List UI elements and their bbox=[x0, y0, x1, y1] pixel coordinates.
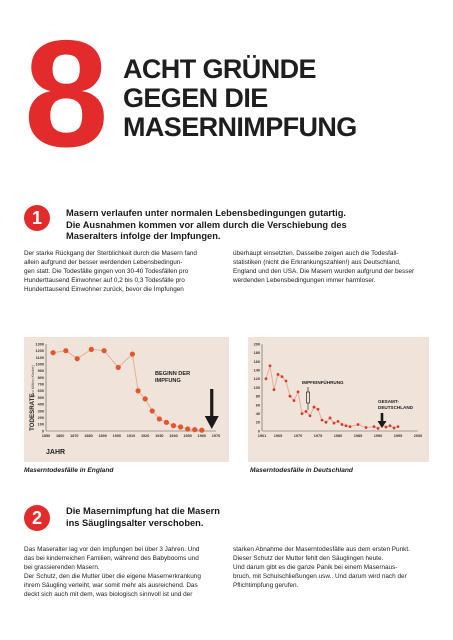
data-point bbox=[293, 399, 296, 402]
y-tick-label: 80 bbox=[255, 394, 260, 399]
body-line: gen statt. Die Todesfälle gingen von 30-40 Todesfällen pro bbox=[24, 267, 189, 275]
body-line: ihrem Säugling verleiht, war somit mehr als ausreichend. Das bbox=[24, 581, 198, 589]
y-tick-label: 1200 bbox=[35, 349, 44, 354]
data-point bbox=[329, 417, 332, 420]
annotation-label: BEGINN DER bbox=[155, 371, 191, 377]
body-line: bruch, mit Schulschließungen usw.. Und darum wird nach der bbox=[233, 572, 407, 580]
section-2-column-right bbox=[233, 546, 433, 591]
y-tick-label: 180 bbox=[253, 351, 260, 356]
x-tick-label: 1970 bbox=[293, 434, 303, 438]
data-point bbox=[116, 365, 121, 370]
data-point bbox=[345, 424, 348, 427]
data-point bbox=[289, 395, 292, 398]
syringe-icon bbox=[307, 392, 310, 403]
x-tick-label: 1910 bbox=[126, 434, 136, 438]
y-tick-label: 100 bbox=[253, 385, 260, 390]
x-tick-label: 1975 bbox=[313, 434, 323, 438]
data-point bbox=[337, 420, 340, 423]
data-point bbox=[199, 428, 204, 433]
y-tick-label: 0 bbox=[41, 429, 44, 434]
x-tick-label: 1985 bbox=[353, 434, 363, 438]
y-tick-label: 140 bbox=[253, 368, 260, 373]
section-1-column-left bbox=[24, 250, 222, 295]
data-point bbox=[277, 373, 280, 376]
section-1-heading-line: Maseralters infolge der Impfungen. bbox=[66, 231, 221, 241]
x-tick-label: 1900 bbox=[112, 434, 122, 438]
y-tick-label: 1000 bbox=[35, 362, 44, 367]
data-point bbox=[285, 380, 288, 383]
section-1-heading-line: Masern verlaufen unter normalen Lebensbedingungen gutartig. bbox=[66, 208, 346, 218]
x-tick-label: 1880 bbox=[84, 434, 93, 438]
series-line bbox=[266, 366, 398, 429]
body-line: Und darum gibt es die ganze Panik bei einem Masernaus- bbox=[233, 563, 398, 571]
y-tick-label: 500 bbox=[37, 395, 44, 400]
x-tick-label: 1850 bbox=[41, 434, 51, 438]
y-tick-label: 40 bbox=[255, 412, 260, 416]
body-line: allein aufgrund der besser werdenden Lebensbedingun- bbox=[24, 258, 183, 266]
big-number-eight: 8 bbox=[24, 9, 103, 179]
data-point bbox=[150, 408, 155, 413]
chart-caption-germany: Maserntodesfälle in Deutschland bbox=[250, 467, 353, 474]
x-tick-label: 1980 bbox=[333, 434, 343, 438]
data-point bbox=[164, 420, 169, 425]
data-point bbox=[297, 390, 300, 393]
y-tick-label: 20 bbox=[255, 420, 260, 425]
x-tick-label: 1890 bbox=[98, 434, 107, 438]
data-point bbox=[269, 364, 272, 367]
data-point bbox=[265, 377, 268, 380]
y-tick-label: 1300 bbox=[35, 342, 44, 347]
data-point bbox=[365, 426, 368, 429]
section-2-heading-line: Die Masernimpfung hat die Masern bbox=[66, 506, 220, 516]
section-1-column-right bbox=[233, 250, 433, 286]
data-point bbox=[178, 424, 183, 429]
data-point bbox=[377, 427, 380, 430]
y-tick-label: 900 bbox=[37, 369, 44, 374]
x-tick-label: 1870 bbox=[70, 434, 79, 438]
data-point bbox=[301, 412, 304, 415]
body-line: Das Maseralter lag vor den Impfungen bei über 3 Jahren. Und bbox=[24, 546, 200, 553]
x-tick-label: 1940 bbox=[169, 434, 178, 438]
data-point bbox=[273, 388, 276, 391]
series-line bbox=[53, 349, 202, 430]
y-tick-label: 800 bbox=[37, 375, 44, 380]
y-tick-label: 160 bbox=[253, 359, 260, 364]
arrow-head bbox=[205, 416, 219, 429]
x-tick-label: 1960 bbox=[197, 434, 207, 438]
body-line: Der Schutz, den die Mutter über die eigene Masernerkrankung bbox=[24, 572, 201, 580]
y-tick-label: 400 bbox=[37, 402, 44, 407]
y-tick-label: 0 bbox=[257, 429, 260, 434]
body-line: England und den USA. Die Masern wurden aufgrund der besser bbox=[233, 267, 415, 275]
title-line-2: GEGEN DIE bbox=[123, 83, 268, 113]
data-point bbox=[313, 406, 316, 409]
x-tick-label: 1930 bbox=[155, 434, 164, 438]
data-point bbox=[185, 426, 190, 431]
data-point bbox=[171, 423, 176, 428]
section-2-heading bbox=[66, 506, 220, 529]
y-axis-label: TODESRATE bbox=[29, 393, 36, 431]
x-tick-label: 1920 bbox=[140, 434, 150, 438]
y-tick-label: 60 bbox=[255, 403, 260, 408]
data-point bbox=[75, 356, 80, 361]
body-line: statistiken (nicht die Erkrankungszahlen!) aus Deutschland, bbox=[233, 258, 401, 266]
title-line-1: ACHT GRÜNDE bbox=[123, 54, 316, 84]
data-point bbox=[341, 423, 344, 426]
section-2-column-left bbox=[24, 546, 226, 599]
y-tick-label: 600 bbox=[37, 389, 44, 394]
body-line: das bei kinderreichen Familien, während des Babybooms und bbox=[24, 554, 199, 562]
data-point bbox=[192, 427, 197, 432]
data-point bbox=[321, 419, 324, 422]
data-point bbox=[89, 347, 94, 352]
body-line: bei grassierenden Masern. bbox=[24, 563, 100, 571]
body-line: Dieser Schutz der Mutter fehlt den Säuglingen heute. bbox=[233, 554, 384, 562]
data-point bbox=[393, 427, 396, 430]
arrow-shaft bbox=[210, 389, 213, 417]
section-2-heading-line: ins Säuglingsalter verschoben. bbox=[66, 517, 204, 528]
chart-germany bbox=[248, 337, 429, 462]
x-axis-label: JAHR bbox=[46, 449, 66, 456]
data-point bbox=[397, 425, 400, 428]
chart-england bbox=[24, 337, 229, 462]
x-tick-label: 1965 bbox=[273, 434, 283, 438]
section-2-number-badge: 2 bbox=[24, 505, 50, 531]
x-tick-label: 1950 bbox=[183, 434, 192, 438]
data-point bbox=[333, 422, 336, 425]
data-point bbox=[130, 351, 135, 356]
x-tick-label: 1995 bbox=[393, 434, 403, 438]
x-tick-label: 1860 bbox=[55, 434, 65, 438]
body-line: Hunderttausend Einwohner auf 0,2 bis 0,3 Todesfälle pro bbox=[24, 276, 185, 284]
body-line: überhaupt einsetzten. Dasselbe zeigen auch die Todesfall- bbox=[233, 250, 399, 257]
y-tick-label: 120 bbox=[253, 377, 260, 382]
arrow-shaft bbox=[381, 413, 384, 422]
section-1-number-badge: 1 bbox=[24, 205, 50, 231]
data-point bbox=[317, 408, 320, 411]
y-axis-sublabel: (pro Million Kinder) bbox=[31, 365, 35, 397]
chart-panel-england bbox=[24, 337, 229, 462]
data-point bbox=[349, 425, 352, 428]
y-tick-label: 700 bbox=[37, 382, 44, 387]
y-tick-label: 1100 bbox=[35, 355, 44, 360]
data-point bbox=[281, 375, 284, 378]
chart-panel-germany bbox=[248, 337, 429, 462]
data-point bbox=[389, 424, 392, 427]
section-1-heading bbox=[66, 208, 347, 243]
data-point bbox=[325, 421, 328, 424]
body-line: Hunderttausend Einwohner zurück, bevor die Impfungen bbox=[24, 285, 184, 293]
y-tick-label: 200 bbox=[37, 416, 44, 421]
x-tick-label: 1961 bbox=[257, 434, 267, 438]
annotation-label: DEUTSCHLAND bbox=[378, 405, 413, 410]
data-point bbox=[50, 350, 55, 355]
annotation-label: GESAMT- bbox=[378, 399, 399, 404]
data-point bbox=[309, 414, 312, 417]
y-tick-label: 100 bbox=[37, 422, 44, 427]
y-tick-label: 300 bbox=[37, 409, 44, 414]
data-point bbox=[357, 423, 360, 426]
data-point bbox=[385, 426, 388, 429]
title-line-3: MASERNIMPFUNG bbox=[123, 112, 357, 142]
section-1-heading-line: Die Ausnahmen kommen vor allem durch die Verschiebung des bbox=[66, 219, 347, 230]
data-point bbox=[135, 388, 140, 393]
body-line: werdenden Lebensbedingungen immer harmloser. bbox=[233, 276, 376, 284]
x-tick-label: 2000 bbox=[413, 434, 423, 438]
data-point bbox=[143, 396, 148, 401]
data-point bbox=[63, 348, 68, 353]
data-point bbox=[373, 425, 376, 428]
y-tick-label: 200 bbox=[253, 342, 260, 347]
body-line: deckt sich auch mit dem, was biologisch sinnvoll ist und der bbox=[24, 590, 193, 598]
x-tick-label: 1970 bbox=[211, 434, 221, 438]
annotation-label: IMPFEINFÜHRUNG bbox=[302, 380, 344, 385]
body-line: Der starke Rückgang der Sterblichkeit durch die Masern fand bbox=[24, 250, 197, 257]
data-point bbox=[101, 348, 106, 353]
x-tick-label: 1990 bbox=[373, 434, 383, 438]
data-point bbox=[305, 410, 308, 413]
body-line: starken Abnahme der Maserntodesfälle aus dem ersten Punkt. bbox=[233, 546, 410, 553]
chart-caption-england: Maserntodesfälle in England bbox=[24, 467, 114, 474]
body-line: Pflichtimpfung gerufen. bbox=[233, 581, 299, 589]
data-point bbox=[157, 416, 162, 421]
annotation-label: IMPFUNG bbox=[155, 378, 181, 384]
